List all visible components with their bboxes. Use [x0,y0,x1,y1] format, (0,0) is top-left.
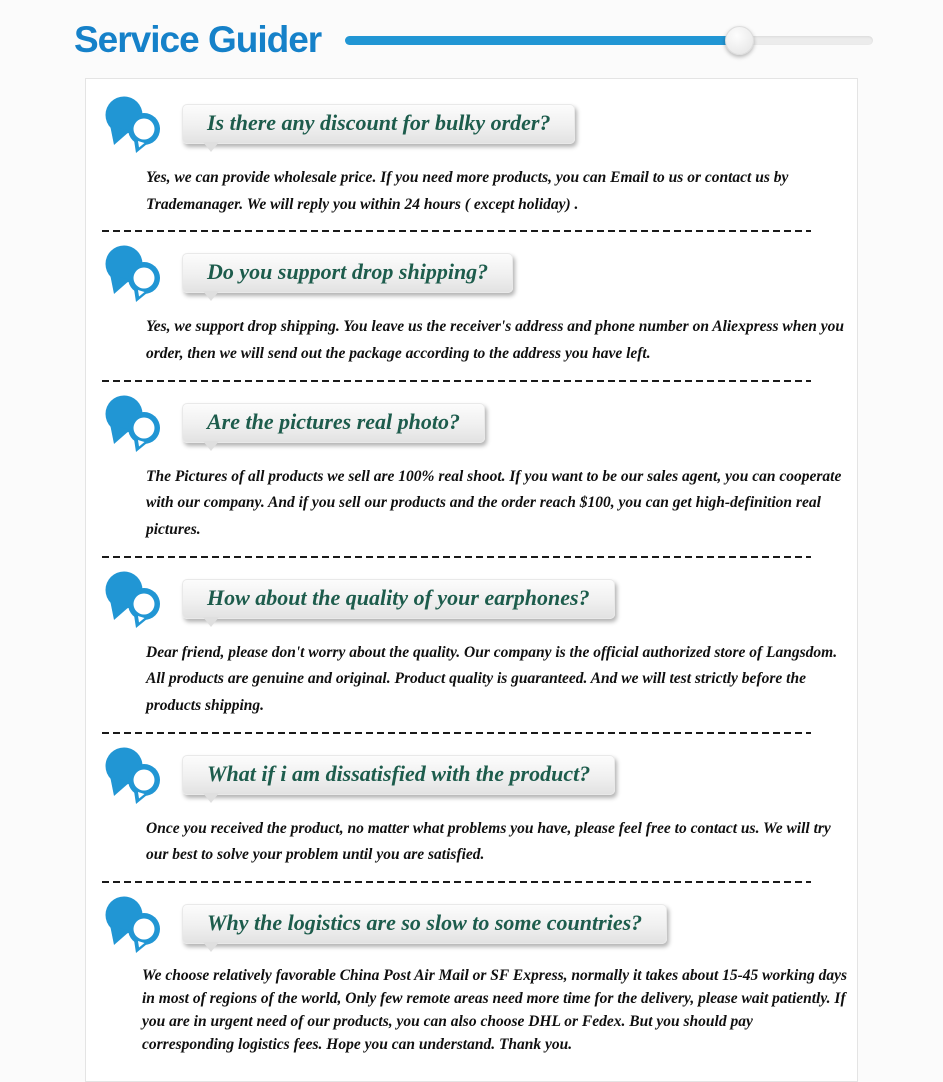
question-bubble [182,904,667,944]
answer-text: Dear friend, please don't worry about the quality. Our company is the official authorized store of Langsdom. All products are genuine and original. Product quality is guaranteed. And we will test strictly before the products shipping. [146,643,838,714]
question-row [96,895,847,955]
faq-item [96,95,847,232]
question-text: Is there any discount for bulky order? [207,110,551,135]
chat-bubbles-search-icon [100,895,166,955]
faq-item [96,244,847,381]
faq-item [96,394,847,558]
page-title: Service Guider [74,19,322,60]
chat-bubbles-search-icon [100,244,166,304]
question-text: Do you support drop shipping? [207,259,489,285]
dashed-separator [102,556,811,558]
question-row [96,746,847,806]
faq-item [96,570,847,734]
answer-text: The Pictures of all products we sell are 100% real shoot. If you want to be our sales agent, you can cooperate with our company. And if you sell our products and the order reach $100, you can get high-definition real pictures. [146,467,842,538]
question-text: What if i am dissatisfied with the product? [207,760,591,786]
dashed-separator [102,380,811,382]
slider-filled-track [345,36,741,45]
question-bubble [182,104,575,144]
progress-slider [345,24,873,56]
slider-empty-track [739,36,873,45]
question-row [96,570,847,630]
question-row [96,394,847,454]
chat-bubbles-search-icon [100,95,166,155]
question-row [96,244,847,304]
chat-bubbles-search-icon [100,570,166,630]
slider-knob-icon[interactable] [725,26,754,55]
faq-item [96,746,847,883]
chat-bubbles-search-icon [100,746,166,806]
question-text: How about the quality of your earphones? [207,584,590,610]
dashed-separator [102,732,811,734]
answer-text: Yes, we can provide wholesale price. If you need more products, you can Email to us or contact us by Trademanager. We will reply you within 24 hours ( except holiday) . [146,169,789,213]
dashed-separator [102,230,811,232]
question-bubble [182,403,485,443]
chat-bubbles-search-icon [100,394,166,454]
answer-text: Yes, we support drop shipping. You leave us the receiver's address and phone number on Aliexpress when you order, then we will send out the package according to the address you have left. [146,318,844,362]
answer-text: Once you received the product, no matter what problems you have, please feel free to contact us. We will try our best to solve your problem until you are satisfied. [146,819,831,864]
faq-panel [85,78,858,1082]
header [0,0,943,72]
question-text: Why the logistics are so slow to some countries? [207,909,643,935]
question-bubble [182,579,615,619]
question-bubble [182,755,615,795]
question-bubble [182,253,513,293]
question-row [96,95,847,155]
question-text: Are the pictures real photo? [207,408,461,434]
faq-item [96,895,847,1057]
answer-text: We choose relatively favorable China Post Air Mail or SF Express, normally it takes about 15-45 working days in most of regions of the world, Only few remote areas need more time for the delivery, please wait patiently. If you are in urgent need of our products, you can also choose DHL or Fedex. But you should pay corresponding logistics fees. Hope you can understand. Thank you. [142,966,848,1053]
dashed-separator [102,881,811,883]
